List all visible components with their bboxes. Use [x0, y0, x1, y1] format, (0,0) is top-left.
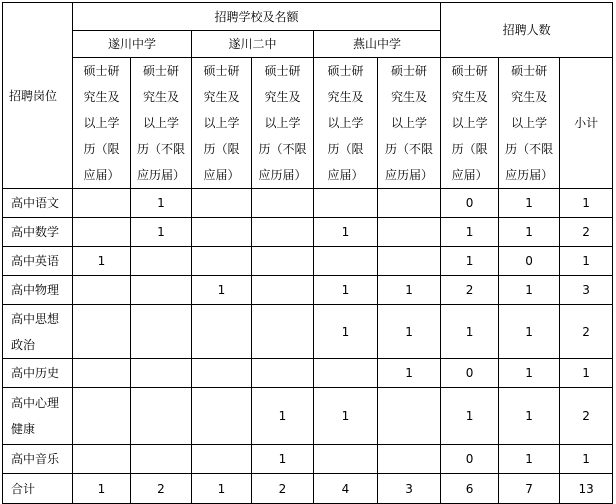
table-row: [3, 359, 613, 388]
total-cell: 4: [314, 474, 378, 504]
subheader-line: 历（不限: [385, 142, 434, 156]
subheader-line: 应历届）: [505, 168, 554, 182]
quota-cell: 1: [252, 388, 314, 445]
subheader-line: 硕士研: [264, 64, 301, 78]
quota-cell: [73, 305, 131, 359]
position-line: 高中思想: [11, 311, 60, 326]
subheader-line: 应历届）: [385, 168, 434, 182]
schools-header: 招聘学校及名额: [73, 3, 441, 31]
subheader-line: 历（限: [203, 142, 240, 156]
quota-cell: 1: [192, 276, 252, 305]
total-label: 合计: [3, 474, 73, 504]
subheader-line: 以上学: [142, 116, 179, 130]
quota-cell: [192, 388, 252, 445]
subheader-line: 历（限: [451, 142, 488, 156]
quota-cell: 1: [252, 445, 314, 474]
quota-cell: 1: [314, 218, 378, 247]
quota-cell: 1: [378, 305, 441, 359]
subtotal-cell: 2: [560, 305, 613, 359]
total-cell: 1: [73, 474, 131, 504]
quota-cell: 1: [314, 305, 378, 359]
quota-cell: 0: [441, 359, 499, 388]
subheader-line: 硕士研: [391, 64, 428, 78]
quota-cell: 1: [499, 305, 560, 359]
table-row: [3, 388, 613, 445]
subtotal-cell: 1: [560, 189, 613, 218]
subheader-line: 应届）: [203, 168, 240, 182]
position-line: 高中物理: [11, 283, 60, 297]
subheader-line: 以上学: [203, 116, 240, 130]
total-row: [3, 474, 613, 504]
quota-cell: 0: [441, 189, 499, 218]
subheader-line: 应届）: [451, 168, 488, 182]
subheader-line: 硕士研: [511, 64, 548, 78]
table-row: [3, 189, 613, 218]
subheader-line: 以上学: [451, 116, 488, 130]
position-line: 高中心理: [11, 396, 60, 410]
quota-cell: [131, 359, 192, 388]
quota-cell: [73, 445, 131, 474]
table-row: [3, 445, 613, 474]
quota-cell: 1: [378, 276, 441, 305]
quota-cell: [378, 388, 441, 445]
quota-cell: 1: [499, 388, 560, 445]
total-cell: 13: [560, 474, 613, 504]
quota-cell: [131, 445, 192, 474]
total-cell: 6: [441, 474, 499, 504]
quota-cell: [73, 189, 131, 218]
quota-cell: [314, 247, 378, 276]
quota-cell: 0: [499, 247, 560, 276]
quota-cell: 1: [441, 388, 499, 445]
subheader-unlimited: [131, 58, 192, 189]
subtotal-cell: 3: [560, 276, 613, 305]
header-row-1: [3, 3, 613, 31]
subheader-unlimited: [252, 58, 314, 189]
subheader-line: 以上学: [391, 116, 428, 130]
position-line: 政治: [11, 337, 36, 352]
quota-cell: [73, 359, 131, 388]
subheader-limited: [314, 58, 378, 189]
quota-cell: [314, 189, 378, 218]
quota-cell: 1: [131, 189, 192, 218]
subheader-line: 以上学: [511, 116, 548, 130]
school-name: 遂川中学: [73, 31, 192, 58]
total-cell: 2: [252, 474, 314, 504]
quota-cell: [378, 247, 441, 276]
position-cell: [3, 276, 73, 305]
quota-cell: 1: [378, 359, 441, 388]
total-cell: 3: [378, 474, 441, 504]
total-cell: 1: [192, 474, 252, 504]
subheader-line: 硕士研: [327, 64, 364, 78]
subheader-limited: [192, 58, 252, 189]
header-row-3: [3, 58, 613, 189]
subheader-line: 历（限: [83, 142, 120, 156]
position-line: 高中英语: [11, 254, 60, 268]
subheader-limited: [73, 58, 131, 189]
recruitment-table: [2, 2, 613, 504]
quota-cell: [192, 218, 252, 247]
quota-cell: [131, 276, 192, 305]
subtotal-cell: 1: [560, 247, 613, 276]
quota-cell: [252, 359, 314, 388]
subheader-line: 究生及: [451, 90, 488, 104]
subheader-line: 硕士研: [203, 64, 240, 78]
total-cell: 2: [131, 474, 192, 504]
quota-cell: [252, 218, 314, 247]
subheader-line: 历（不限: [258, 142, 307, 156]
table-row: [3, 247, 613, 276]
quota-cell: 1: [441, 247, 499, 276]
subheader-line: 历（不限: [505, 142, 554, 156]
position-cell: [3, 247, 73, 276]
quota-cell: 1: [499, 189, 560, 218]
quota-cell: 1: [499, 445, 560, 474]
quota-cell: [73, 388, 131, 445]
table-row: [3, 305, 613, 359]
subheader-line: 应届）: [83, 168, 120, 182]
quota-cell: 1: [131, 218, 192, 247]
subheader-line: 应历届）: [258, 168, 307, 182]
subheader-line: 究生及: [142, 90, 179, 104]
subtotal-header: 小计: [560, 58, 613, 189]
count-header: 招聘人数: [441, 3, 613, 58]
quota-cell: 1: [441, 218, 499, 247]
quota-cell: 1: [314, 276, 378, 305]
quota-cell: 1: [499, 276, 560, 305]
position-line: 高中历史: [11, 366, 60, 380]
subheader-line: 硕士研: [83, 64, 120, 78]
subheader-line: 以上学: [83, 116, 120, 130]
quota-cell: [131, 388, 192, 445]
quota-cell: [192, 359, 252, 388]
quota-cell: 0: [441, 445, 499, 474]
subheader-line: 究生及: [511, 90, 548, 104]
quota-cell: [314, 359, 378, 388]
quota-cell: [192, 305, 252, 359]
subheader-line: 应届）: [327, 168, 364, 182]
quota-cell: [192, 189, 252, 218]
school-name: 燕山中学: [314, 31, 441, 58]
position-line: 高中音乐: [11, 452, 60, 466]
subheader-line: 应历届）: [136, 168, 185, 182]
subheader-unlimited: [499, 58, 560, 189]
position-line: 高中数学: [11, 225, 60, 239]
quota-cell: [252, 276, 314, 305]
subheader-line: 究生及: [83, 90, 120, 104]
school-name: 遂川二中: [192, 31, 314, 58]
subheader-line: 以上学: [327, 116, 364, 130]
position-cell: [3, 359, 73, 388]
position-cell: [3, 445, 73, 474]
total-cell: 7: [499, 474, 560, 504]
position-cell: [3, 388, 73, 445]
subheader-line: 究生及: [264, 90, 301, 104]
quota-cell: 1: [73, 247, 131, 276]
quota-cell: [73, 276, 131, 305]
quota-cell: [252, 305, 314, 359]
quota-cell: [192, 247, 252, 276]
quota-cell: [131, 305, 192, 359]
table-row: [3, 218, 613, 247]
position-line: 高中语文: [11, 196, 60, 210]
subheader-line: 究生及: [327, 90, 364, 104]
table-row: [3, 276, 613, 305]
quota-cell: [378, 445, 441, 474]
quota-cell: 1: [499, 218, 560, 247]
subheader-line: 究生及: [391, 90, 428, 104]
quota-cell: 1: [441, 305, 499, 359]
subtotal-cell: 1: [560, 445, 613, 474]
position-line: 健康: [11, 422, 36, 436]
quota-cell: 1: [499, 359, 560, 388]
subheader-line: 以上学: [264, 116, 301, 130]
quota-cell: [131, 247, 192, 276]
subtotal-cell: 1: [560, 359, 613, 388]
position-cell: [3, 218, 73, 247]
quota-cell: [252, 247, 314, 276]
position-cell: [3, 189, 73, 218]
quota-cell: [314, 445, 378, 474]
subheader-line: 历（限: [327, 142, 364, 156]
quota-cell: [378, 218, 441, 247]
subtotal-cell: 2: [560, 388, 613, 445]
quota-cell: [378, 189, 441, 218]
subheader-line: 硕士研: [142, 64, 179, 78]
position-header: 招聘岗位: [3, 3, 73, 189]
quota-cell: [73, 218, 131, 247]
subheader-line: 硕士研: [451, 64, 488, 78]
quota-cell: 1: [314, 388, 378, 445]
subheader-line: 历（不限: [136, 142, 185, 156]
position-cell: [3, 305, 73, 359]
subheader-line: 究生及: [203, 90, 240, 104]
quota-cell: 2: [441, 276, 499, 305]
subtotal-cell: 2: [560, 218, 613, 247]
subheader-unlimited: [378, 58, 441, 189]
quota-cell: [252, 189, 314, 218]
quota-cell: [192, 445, 252, 474]
subheader-limited: [441, 58, 499, 189]
